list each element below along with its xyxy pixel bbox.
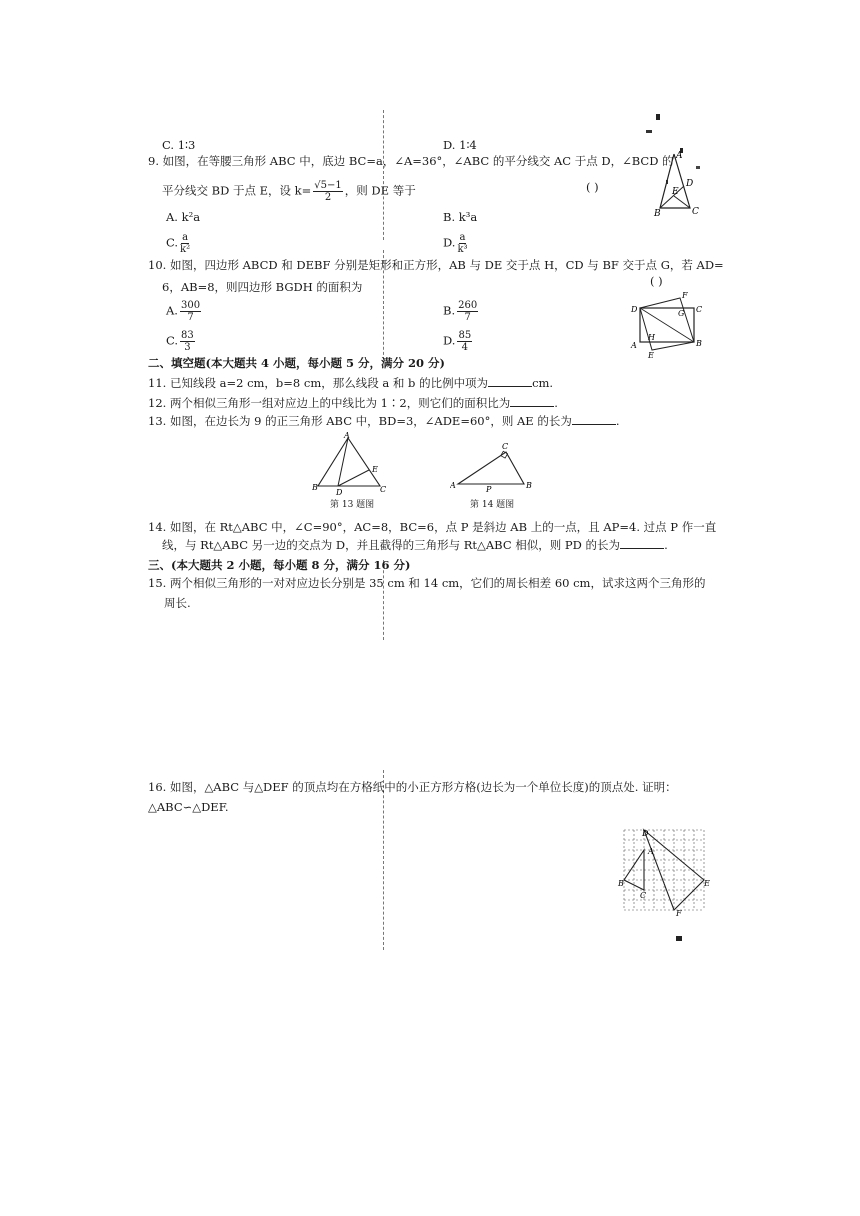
- fig9-label-e: E: [672, 187, 679, 197]
- section2-heading: 二、填空题(本大题共 4 小题，每小题 5 分，满分 20 分): [148, 356, 445, 370]
- q10-option-b: B. $\frac{260}{7}$: [443, 300, 478, 323]
- fig13-label-a: A: [344, 432, 350, 440]
- fold-line: [383, 770, 384, 950]
- q15-line2: 周长.: [164, 596, 191, 610]
- fig16-label-d: D: [642, 829, 649, 838]
- fig16-label-a: A: [648, 847, 654, 856]
- fig10-label-f: F: [682, 291, 688, 300]
- q10-stem-line2: 6，AB=8，则四边形 BGDH 的面积为: [162, 280, 363, 294]
- fig13-label-c: C: [380, 485, 387, 494]
- fold-line: [383, 110, 384, 240]
- fig16-label-c: C: [640, 891, 647, 900]
- q9-answer-paren: ( ): [586, 180, 599, 194]
- q12-text: 12. 两个相似三角形一组对应边上的中线比为 1∶2，则它们的面积比为 .: [148, 396, 558, 410]
- q14-stem-line1: 14. 如图，在 Rt△ABC 中，∠C=90°，AC=8，BC=6，点 P 是斜边 AB 上的一点，且 AP=4. 过点 P 作一直: [148, 520, 717, 534]
- q10-stem-line1: 10. 如图，四边形 ABCD 和 DEBF 分别是矩形和正方形，AB 与 DE 交于点 H，CD 与 BF 交于点 G，若 AD=: [148, 258, 724, 272]
- q10-option-c: C. $\frac{83}{3}$: [166, 330, 194, 353]
- fig9-label-b: B: [654, 209, 661, 219]
- q10-option-d: D. $\frac{85}{4}$: [443, 330, 472, 353]
- fig10-label-d: D: [631, 305, 638, 314]
- fig14-label-b: B: [526, 481, 532, 490]
- fig14-label-c: C: [502, 442, 509, 451]
- q9-option-d: D. $\frac{a}{\text{k³}}$: [443, 232, 468, 255]
- fig9-label-c: C: [692, 207, 699, 217]
- fig10-label-c: C: [696, 305, 703, 314]
- q9-option-c: C. $\frac{a}{\text{k²}}$: [166, 232, 191, 255]
- fig13-label-d: D: [336, 488, 343, 496]
- q9-stem-line1: 9. 如图，在等腰三角形 ABC 中，底边 BC=a，∠A=36°，∠ABC 的平分线交 AC 于点 D，∠BCD 的: [148, 154, 674, 168]
- q16-line2: △ABC∽△DEF.: [148, 800, 229, 814]
- fig16-grid-figure: [614, 824, 714, 920]
- fig9-label-a: A: [676, 151, 683, 161]
- q13-text: 13. 如图，在边长为 9 的正三角形 ABC 中，BD=3，∠ADE=60°，则 AE 的长为 .: [148, 414, 620, 428]
- q8-option-c: C. 1∶3: [162, 138, 196, 152]
- fig10-label-e: E: [648, 351, 654, 358]
- fig10-label-h: H: [648, 333, 655, 342]
- q9-option-b: B. k³a: [443, 210, 478, 224]
- q9-figure: [650, 148, 710, 220]
- fig10-label-g: G: [678, 309, 685, 318]
- fig16-label-f: F: [676, 909, 682, 918]
- fig14-label-a: A: [450, 481, 456, 490]
- fig16-label-b: B: [618, 879, 624, 888]
- fig13-equilateral-triangle: [312, 432, 392, 496]
- fig10-label-b: B: [696, 339, 702, 348]
- q9-option-a: A. k²a: [166, 210, 201, 224]
- fig13-label-e: E: [372, 465, 378, 474]
- q10-answer-paren: ( ): [650, 274, 663, 288]
- fig14-right-triangle: [450, 440, 534, 492]
- fig14-caption: 第 14 题图: [470, 500, 515, 510]
- fig10-label-a: A: [631, 341, 637, 350]
- q8-option-d: D. 1∶4: [443, 138, 477, 152]
- scan-speck: [676, 936, 682, 941]
- q10-option-a: A. $\frac{300}{7}$: [166, 300, 201, 323]
- fig13-label-b: B: [312, 483, 318, 492]
- fig9-label-d: D: [686, 179, 694, 189]
- k-fraction: $\frac{√5-1}{2}$: [314, 180, 342, 203]
- q11-text: 11. 已知线段 a=2 cm，b=8 cm，那么线段 a 和 b 的比例中项为 cm.: [148, 376, 554, 390]
- q15-line1: 15. 两个相似三角形的一对对应边长分别是 35 cm 和 14 cm，它们的周长相差 60 cm，试求这两个三角形的: [148, 576, 706, 590]
- q16-line1: 16. 如图，△ABC 与△DEF 的顶点均在方格纸中的小正方形方格(边长为一个单位长度)的顶点处. 证明：: [148, 780, 677, 794]
- fig13-caption: 第 13 题图: [330, 500, 375, 510]
- fig14-label-p: P: [486, 485, 492, 492]
- q14-stem-line2: 线，与 Rt△ABC 另一边的交点为 D，并且截得的三角形与 Rt△ABC 相似，则 PD 的长为 .: [162, 538, 668, 552]
- fold-line: [383, 560, 384, 640]
- q9-stem-line2: 平分线交 BD 于点 E，设 k= $\frac{√5-1}{2}$ ，则 DE 等于: [162, 180, 416, 203]
- section3-heading: 三、(本大题共 2 小题，每小题 8 分，满分 16 分): [148, 558, 411, 572]
- fig16-label-e: E: [704, 879, 710, 888]
- q10-figure: [628, 290, 704, 358]
